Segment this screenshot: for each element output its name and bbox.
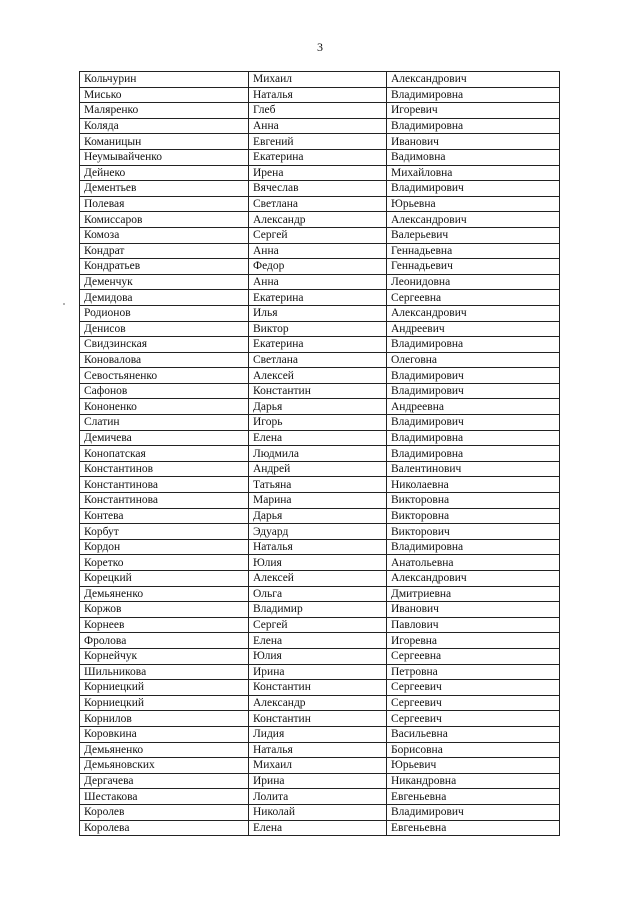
first-name-cell: Елена — [249, 633, 387, 649]
surname-cell: Шестакова — [80, 789, 249, 805]
surname-cell: Шильникова — [80, 664, 249, 680]
surname-cell: Фролова — [80, 633, 249, 649]
table-row — [80, 695, 560, 711]
patronymic-cell: Сергеевич — [387, 680, 560, 696]
first-name-cell: Светлана — [249, 196, 387, 212]
surname-cell: Коляда — [80, 118, 249, 134]
first-name-cell: Ирена — [249, 165, 387, 181]
first-name-cell: Александр — [249, 695, 387, 711]
table-row — [80, 586, 560, 602]
table-row — [80, 571, 560, 587]
surname-cell: Дементьев — [80, 181, 249, 197]
first-name-cell: Анна — [249, 274, 387, 290]
surname-cell: Кордон — [80, 539, 249, 555]
patronymic-cell: Геннадьевна — [387, 243, 560, 259]
surname-cell: Комоза — [80, 227, 249, 243]
patronymic-cell: Леонидовна — [387, 274, 560, 290]
patronymic-cell: Игоревна — [387, 633, 560, 649]
patronymic-cell: Владимировна — [387, 87, 560, 103]
surname-cell: Комиссаров — [80, 212, 249, 228]
surname-cell: Кольчурин — [80, 72, 249, 88]
table-row — [80, 555, 560, 571]
table-row — [80, 196, 560, 212]
first-name-cell: Светлана — [249, 352, 387, 368]
first-name-cell: Дарья — [249, 399, 387, 415]
patronymic-cell: Михайловна — [387, 165, 560, 181]
surname-cell: Дейнеко — [80, 165, 249, 181]
surname-cell: Демидова — [80, 290, 249, 306]
first-name-cell: Наталья — [249, 87, 387, 103]
patronymic-cell: Сергеевич — [387, 695, 560, 711]
patronymic-cell: Владимировна — [387, 539, 560, 555]
surname-cell: Кондратьев — [80, 259, 249, 275]
table-row — [80, 165, 560, 181]
first-name-cell: Ирина — [249, 664, 387, 680]
surname-cell: Корбут — [80, 524, 249, 540]
page-number: 3 — [317, 40, 323, 54]
surname-cell: Маляренко — [80, 103, 249, 119]
patronymic-cell: Анатольевна — [387, 555, 560, 571]
surname-cell: Демьяненко — [80, 586, 249, 602]
table-row — [80, 539, 560, 555]
table-row — [80, 446, 560, 462]
first-name-cell: Наталья — [249, 742, 387, 758]
table-row — [80, 415, 560, 431]
first-name-cell: Игорь — [249, 415, 387, 431]
surname-cell: Демьяновских — [80, 758, 249, 774]
patronymic-cell: Владимировна — [387, 337, 560, 353]
surname-cell: Константинова — [80, 493, 249, 509]
names-table-body — [80, 72, 560, 836]
table-row — [80, 181, 560, 197]
surname-cell: Коровкина — [80, 726, 249, 742]
patronymic-cell: Викторовна — [387, 508, 560, 524]
first-name-cell: Ирина — [249, 773, 387, 789]
patronymic-cell: Петровна — [387, 664, 560, 680]
table-row — [80, 321, 560, 337]
first-name-cell: Дарья — [249, 508, 387, 524]
first-name-cell: Татьяна — [249, 477, 387, 493]
patronymic-cell: Владимирович — [387, 181, 560, 197]
first-name-cell: Лолита — [249, 789, 387, 805]
patronymic-cell: Иванович — [387, 602, 560, 618]
first-name-cell: Анна — [249, 118, 387, 134]
surname-cell: Денисов — [80, 321, 249, 337]
table-row — [80, 243, 560, 259]
first-name-cell: Алексей — [249, 571, 387, 587]
first-name-cell: Константин — [249, 711, 387, 727]
first-name-cell: Ольга — [249, 586, 387, 602]
table-row — [80, 352, 560, 368]
surname-cell: Слатин — [80, 415, 249, 431]
table-row — [80, 617, 560, 633]
patronymic-cell: Александрович — [387, 212, 560, 228]
surname-cell: Коновалова — [80, 352, 249, 368]
surname-cell: Константинова — [80, 477, 249, 493]
patronymic-cell: Евгеньевна — [387, 820, 560, 836]
surname-cell: Корнейчук — [80, 648, 249, 664]
patronymic-cell: Юрьевна — [387, 196, 560, 212]
surname-cell: Команицын — [80, 134, 249, 150]
table-row — [80, 493, 560, 509]
table-row — [80, 820, 560, 836]
patronymic-cell: Вадимовна — [387, 149, 560, 165]
surname-cell: Родионов — [80, 305, 249, 321]
surname-cell: Сафонов — [80, 383, 249, 399]
first-name-cell: Федор — [249, 259, 387, 275]
surname-cell: Неумывайченко — [80, 149, 249, 165]
table-row — [80, 773, 560, 789]
first-name-cell: Людмила — [249, 446, 387, 462]
first-name-cell: Александр — [249, 212, 387, 228]
scan-speck — [63, 303, 65, 305]
table-row — [80, 789, 560, 805]
first-name-cell: Виктор — [249, 321, 387, 337]
surname-cell: Кононенко — [80, 399, 249, 415]
patronymic-cell: Владимировна — [387, 446, 560, 462]
table-row — [80, 461, 560, 477]
surname-cell: Контева — [80, 508, 249, 524]
table-row — [80, 227, 560, 243]
surname-cell: Константинов — [80, 461, 249, 477]
patronymic-cell: Викторовна — [387, 493, 560, 509]
table-row — [80, 726, 560, 742]
first-name-cell: Евгений — [249, 134, 387, 150]
first-name-cell: Владимир — [249, 602, 387, 618]
surname-cell: Коржов — [80, 602, 249, 618]
first-name-cell: Эдуард — [249, 524, 387, 540]
patronymic-cell: Борисовна — [387, 742, 560, 758]
first-name-cell: Вячеслав — [249, 181, 387, 197]
surname-cell: Корецкий — [80, 571, 249, 587]
table-row — [80, 72, 560, 88]
table-row — [80, 383, 560, 399]
table-row — [80, 87, 560, 103]
first-name-cell: Сергей — [249, 617, 387, 633]
patronymic-cell: Владимировна — [387, 118, 560, 134]
table-row — [80, 149, 560, 165]
table-row — [80, 477, 560, 493]
first-name-cell: Илья — [249, 305, 387, 321]
table-row — [80, 274, 560, 290]
patronymic-cell: Геннадьевич — [387, 259, 560, 275]
patronymic-cell: Александрович — [387, 305, 560, 321]
table-row — [80, 742, 560, 758]
table-row — [80, 633, 560, 649]
patronymic-cell: Николаевна — [387, 477, 560, 493]
table-row — [80, 337, 560, 353]
patronymic-cell: Владимирович — [387, 383, 560, 399]
first-name-cell: Андрей — [249, 461, 387, 477]
surname-cell: Свидзинская — [80, 337, 249, 353]
patronymic-cell: Валерьевич — [387, 227, 560, 243]
surname-cell: Корниецкий — [80, 695, 249, 711]
patronymic-cell: Павлович — [387, 617, 560, 633]
patronymic-cell: Васильевна — [387, 726, 560, 742]
table-row — [80, 804, 560, 820]
surname-cell: Корнеев — [80, 617, 249, 633]
table-row — [80, 290, 560, 306]
surname-cell: Мисько — [80, 87, 249, 103]
table-row — [80, 103, 560, 119]
first-name-cell: Константин — [249, 680, 387, 696]
table-row — [80, 305, 560, 321]
first-name-cell: Константин — [249, 383, 387, 399]
surname-cell: Деменчук — [80, 274, 249, 290]
names-table — [79, 71, 560, 836]
first-name-cell: Марина — [249, 493, 387, 509]
surname-cell: Королев — [80, 804, 249, 820]
table-row — [80, 134, 560, 150]
first-name-cell: Екатерина — [249, 149, 387, 165]
first-name-cell: Михаил — [249, 72, 387, 88]
patronymic-cell: Александрович — [387, 72, 560, 88]
surname-cell: Демьяненко — [80, 742, 249, 758]
surname-cell: Королева — [80, 820, 249, 836]
surname-cell: Кондрат — [80, 243, 249, 259]
table-row — [80, 602, 560, 618]
first-name-cell: Елена — [249, 820, 387, 836]
surname-cell: Корнилов — [80, 711, 249, 727]
surname-cell: Полевая — [80, 196, 249, 212]
surname-cell: Корниецкий — [80, 680, 249, 696]
first-name-cell: Анна — [249, 243, 387, 259]
patronymic-cell: Владимирович — [387, 804, 560, 820]
table-row — [80, 508, 560, 524]
first-name-cell: Екатерина — [249, 290, 387, 306]
table-row — [80, 680, 560, 696]
patronymic-cell: Никандровна — [387, 773, 560, 789]
patronymic-cell: Сергеевич — [387, 711, 560, 727]
first-name-cell: Глеб — [249, 103, 387, 119]
surname-cell: Севостьяненко — [80, 368, 249, 384]
patronymic-cell: Игоревич — [387, 103, 560, 119]
patronymic-cell: Владимировна — [387, 430, 560, 446]
first-name-cell: Сергей — [249, 227, 387, 243]
first-name-cell: Алексей — [249, 368, 387, 384]
first-name-cell: Юлия — [249, 648, 387, 664]
table-row — [80, 711, 560, 727]
patronymic-cell: Владимирович — [387, 415, 560, 431]
patronymic-cell: Андреевич — [387, 321, 560, 337]
table-row — [80, 430, 560, 446]
patronymic-cell: Сергеевна — [387, 648, 560, 664]
first-name-cell: Лидия — [249, 726, 387, 742]
table-row — [80, 118, 560, 134]
first-name-cell: Михаил — [249, 758, 387, 774]
patronymic-cell: Сергеевна — [387, 290, 560, 306]
table-row — [80, 212, 560, 228]
patronymic-cell: Юрьевич — [387, 758, 560, 774]
patronymic-cell: Андреевна — [387, 399, 560, 415]
patronymic-cell: Иванович — [387, 134, 560, 150]
table-row — [80, 758, 560, 774]
patronymic-cell: Валентинович — [387, 461, 560, 477]
patronymic-cell: Викторович — [387, 524, 560, 540]
first-name-cell: Елена — [249, 430, 387, 446]
first-name-cell: Екатерина — [249, 337, 387, 353]
table-row — [80, 259, 560, 275]
first-name-cell: Николай — [249, 804, 387, 820]
table-row — [80, 648, 560, 664]
patronymic-cell: Дмитриевна — [387, 586, 560, 602]
patronymic-cell: Александрович — [387, 571, 560, 587]
patronymic-cell: Владимирович — [387, 368, 560, 384]
patronymic-cell: Олеговна — [387, 352, 560, 368]
table-row — [80, 664, 560, 680]
patronymic-cell: Евгеньевна — [387, 789, 560, 805]
surname-cell: Коретко — [80, 555, 249, 571]
table-row — [80, 399, 560, 415]
first-name-cell: Наталья — [249, 539, 387, 555]
table-row — [80, 524, 560, 540]
surname-cell: Конопатская — [80, 446, 249, 462]
surname-cell: Дергачева — [80, 773, 249, 789]
table-row — [80, 368, 560, 384]
surname-cell: Демичева — [80, 430, 249, 446]
first-name-cell: Юлия — [249, 555, 387, 571]
